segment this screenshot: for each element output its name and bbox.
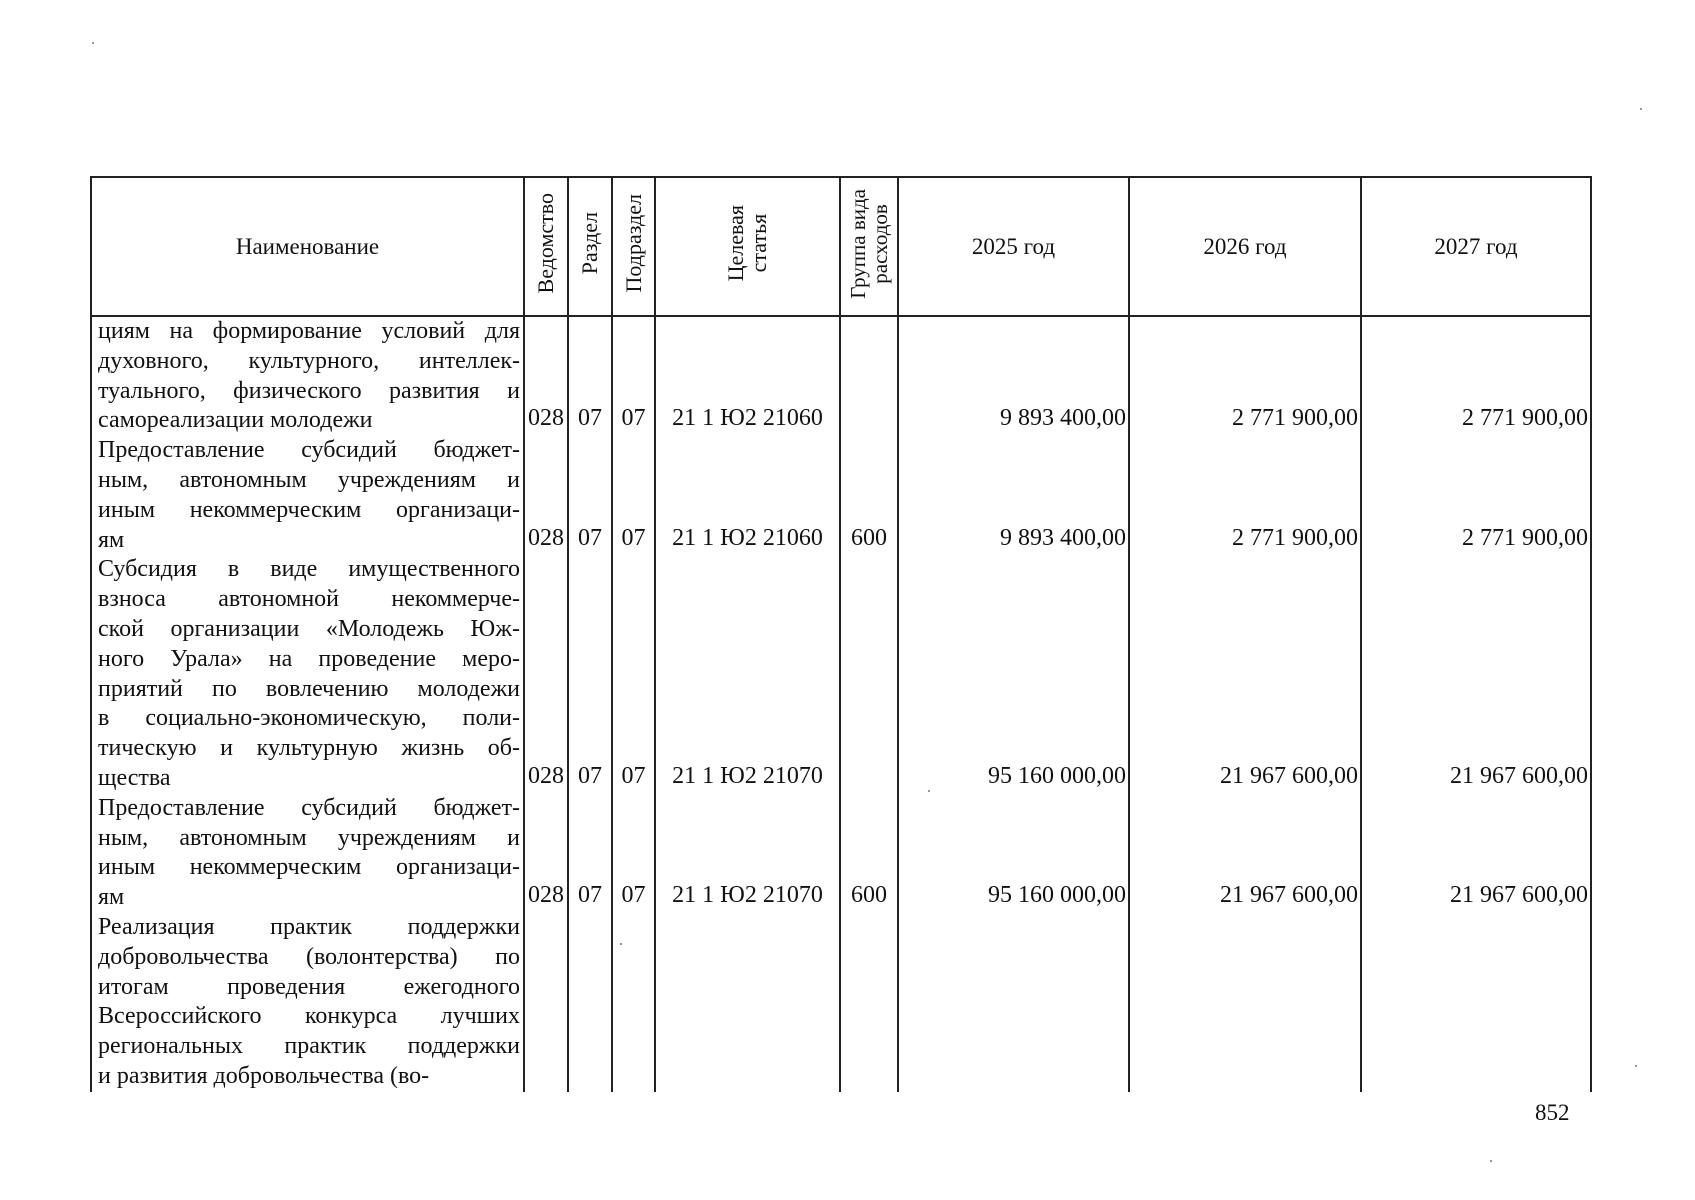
cell-dept: 028 — [524, 555, 568, 793]
cell-name — [91, 316, 524, 436]
cell-2025: 95 160 000,00 — [898, 555, 1129, 793]
table-row — [91, 794, 1591, 913]
header-name: Наименование — [91, 177, 524, 316]
cell-2025: 9 893 400,00 — [898, 436, 1129, 555]
header-subsection: Подраздел — [612, 177, 655, 316]
cell-subsection: 07 — [612, 794, 655, 913]
table-row — [91, 913, 1591, 1092]
name-line: самореализации молодежи — [98, 407, 373, 434]
cell-dept: 028 — [524, 316, 568, 436]
cell-group: 600 — [840, 436, 898, 555]
cell-dept: 028 — [524, 794, 568, 913]
cell-2026: 21 967 600,00 — [1129, 555, 1361, 793]
table-header — [91, 177, 1591, 316]
cell-subsection: 07 — [612, 436, 655, 555]
cell-section: 07 — [568, 436, 612, 555]
name-line: региональных практик поддержки — [98, 1033, 520, 1060]
name-line: ской организации «Молодежь Юж- — [98, 615, 520, 642]
scan-speck — [928, 790, 930, 792]
cell-name — [91, 913, 524, 1092]
name-line: Субсидия в виде имущественного — [98, 556, 520, 583]
budget-table — [90, 176, 1592, 1092]
name-line: взноса автономной некоммерче- — [98, 586, 520, 613]
scan-speck — [1490, 1160, 1492, 1162]
name-line: ям — [98, 526, 125, 553]
scan-speck — [620, 943, 622, 945]
cell-2026: 21 967 600,00 — [1129, 794, 1361, 913]
cell-name — [91, 794, 524, 913]
cell-2025: 95 160 000,00 — [898, 794, 1129, 913]
name-line: итогам проведения ежегодного — [98, 973, 520, 1000]
table-body — [91, 316, 1591, 1092]
cell-target: 21 1 Ю2 21070 — [655, 555, 840, 793]
cell-name — [91, 555, 524, 793]
cell-2026: 2 771 900,00 — [1129, 316, 1361, 436]
cell-2027: 2 771 900,00 — [1361, 436, 1591, 555]
name-line: иным некоммерческим организаци- — [98, 496, 520, 523]
cell-group — [840, 913, 898, 1092]
name-line: Предоставление субсидий бюджет- — [98, 437, 520, 464]
name-line: добровольчества (волонтерства) по — [98, 943, 520, 970]
cell-group — [840, 316, 898, 436]
cell-dept: 028 — [524, 436, 568, 555]
name-line: ям — [98, 884, 125, 911]
name-line: иным некоммерческим организаци- — [98, 854, 520, 881]
header-group: Группа вида расходов — [840, 177, 898, 316]
name-line: духовного, культурного, интеллек- — [98, 347, 520, 374]
cell-subsection: 07 — [612, 316, 655, 436]
name-line: туального, физического развития и — [98, 377, 520, 404]
cell-2027: 2 771 900,00 — [1361, 316, 1591, 436]
name-line: ным, автономным учреждениям и — [98, 824, 520, 851]
name-line: щества — [98, 764, 171, 791]
table-row — [91, 436, 1591, 555]
cell-2026: 2 771 900,00 — [1129, 436, 1361, 555]
cell-section: 07 — [568, 555, 612, 793]
name-line: в социально-экономическую, поли- — [98, 705, 520, 732]
cell-2025 — [898, 913, 1129, 1092]
name-line: Предоставление субсидий бюджет- — [98, 794, 520, 821]
cell-2027: 21 967 600,00 — [1361, 794, 1591, 913]
cell-2025: 9 893 400,00 — [898, 316, 1129, 436]
cell-2027: 21 967 600,00 — [1361, 555, 1591, 793]
name-line: Всероссийского конкурса лучших — [98, 1003, 520, 1030]
name-line: Реализация практик поддержки — [98, 913, 520, 940]
name-line: циям на формирование условий для — [98, 318, 520, 344]
cell-target: 21 1 Ю2 21070 — [655, 794, 840, 913]
cell-subsection — [612, 913, 655, 1092]
cell-subsection: 07 — [612, 555, 655, 793]
header-2026: 2026 год — [1129, 177, 1361, 316]
table-row — [91, 555, 1591, 793]
header-section: Раздел — [568, 177, 612, 316]
name-line: приятий по вовлечению молодежи — [98, 675, 520, 702]
scan-speck — [92, 42, 94, 44]
table-row — [91, 316, 1591, 436]
name-line: и развития добровольчества (во- — [98, 1062, 430, 1089]
page-number: 852 — [1535, 1100, 1570, 1125]
header-dept: Ведомство — [524, 177, 568, 316]
cell-section: 07 — [568, 794, 612, 913]
cell-group: 600 — [840, 794, 898, 913]
header-2027: 2027 год — [1361, 177, 1591, 316]
cell-name — [91, 436, 524, 555]
cell-target: 21 1 Ю2 21060 — [655, 316, 840, 436]
cell-section: 07 — [568, 316, 612, 436]
cell-group — [840, 555, 898, 793]
name-line: ным, автономным учреждениям и — [98, 466, 520, 493]
name-line: тическую и культурную жизнь об- — [98, 735, 520, 762]
cell-2027 — [1361, 913, 1591, 1092]
header-target: Целевая статья — [655, 177, 840, 316]
cell-target: 21 1 Ю2 21060 — [655, 436, 840, 555]
cell-section — [568, 913, 612, 1092]
scan-speck — [1635, 1065, 1637, 1067]
cell-dept — [524, 913, 568, 1092]
header-2025: 2025 год — [898, 177, 1129, 316]
name-line: ного Урала» на проведение меро- — [98, 645, 520, 672]
cell-2026 — [1129, 913, 1361, 1092]
scan-speck — [1640, 108, 1642, 110]
cell-target — [655, 913, 840, 1092]
